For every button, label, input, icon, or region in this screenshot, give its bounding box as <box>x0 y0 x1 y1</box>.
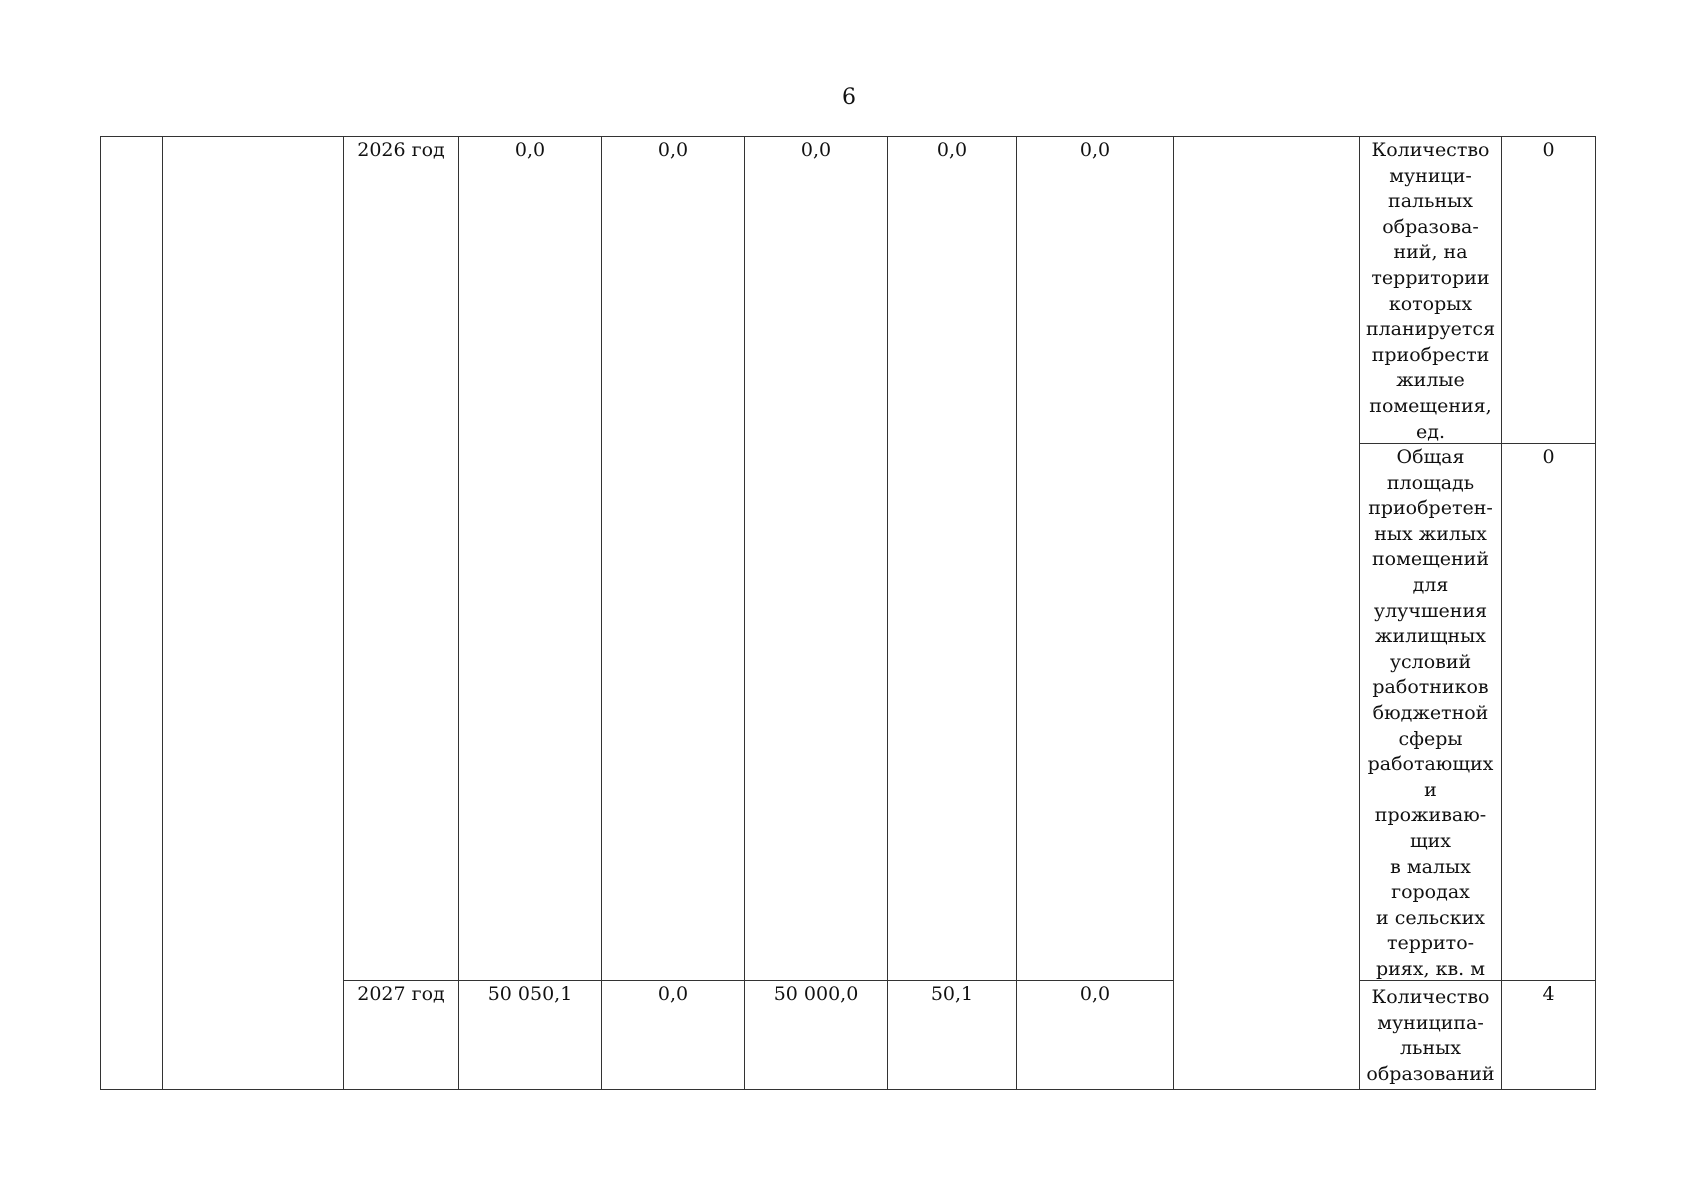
value-regional: 50 000,0 <box>773 983 859 1005</box>
indicator-name: Количество муниципа- льных образований <box>1366 986 1495 1085</box>
value-regional: 0,0 <box>800 139 832 161</box>
value-local: 50,1 <box>930 983 974 1005</box>
page-number: 6 <box>842 85 856 110</box>
table-cell-name <box>162 136 344 1090</box>
value-total: 0,0 <box>514 139 546 161</box>
value-other: 0,0 <box>1079 139 1111 161</box>
table-cell-executor <box>1173 136 1360 1090</box>
year-label: 2027 год <box>357 983 445 1005</box>
indicator-value: 0 <box>1542 139 1555 161</box>
value-other: 0,0 <box>1079 983 1111 1005</box>
indicator-value: 4 <box>1542 983 1555 1005</box>
value-local: 0,0 <box>936 139 968 161</box>
indicator-name: Количество муници- пальных образова- ний, на территории которых планируется приобрести жилые помещения, ед. <box>1365 139 1496 443</box>
value-federal: 0,0 <box>657 139 689 161</box>
value-federal: 0,0 <box>657 983 689 1005</box>
year-label: 2026 год <box>357 139 445 161</box>
value-total: 50 050,1 <box>487 983 573 1005</box>
indicator-value: 0 <box>1542 446 1555 468</box>
indicator-name: Общая площадь приобретен- ных жилых помещений для улучшения жилищных условий работников бюджетной сферы работающих и проживаю- щих в малых городах и сельских террито- риях, кв. м <box>1367 446 1494 980</box>
table-cell-index <box>100 136 163 1090</box>
